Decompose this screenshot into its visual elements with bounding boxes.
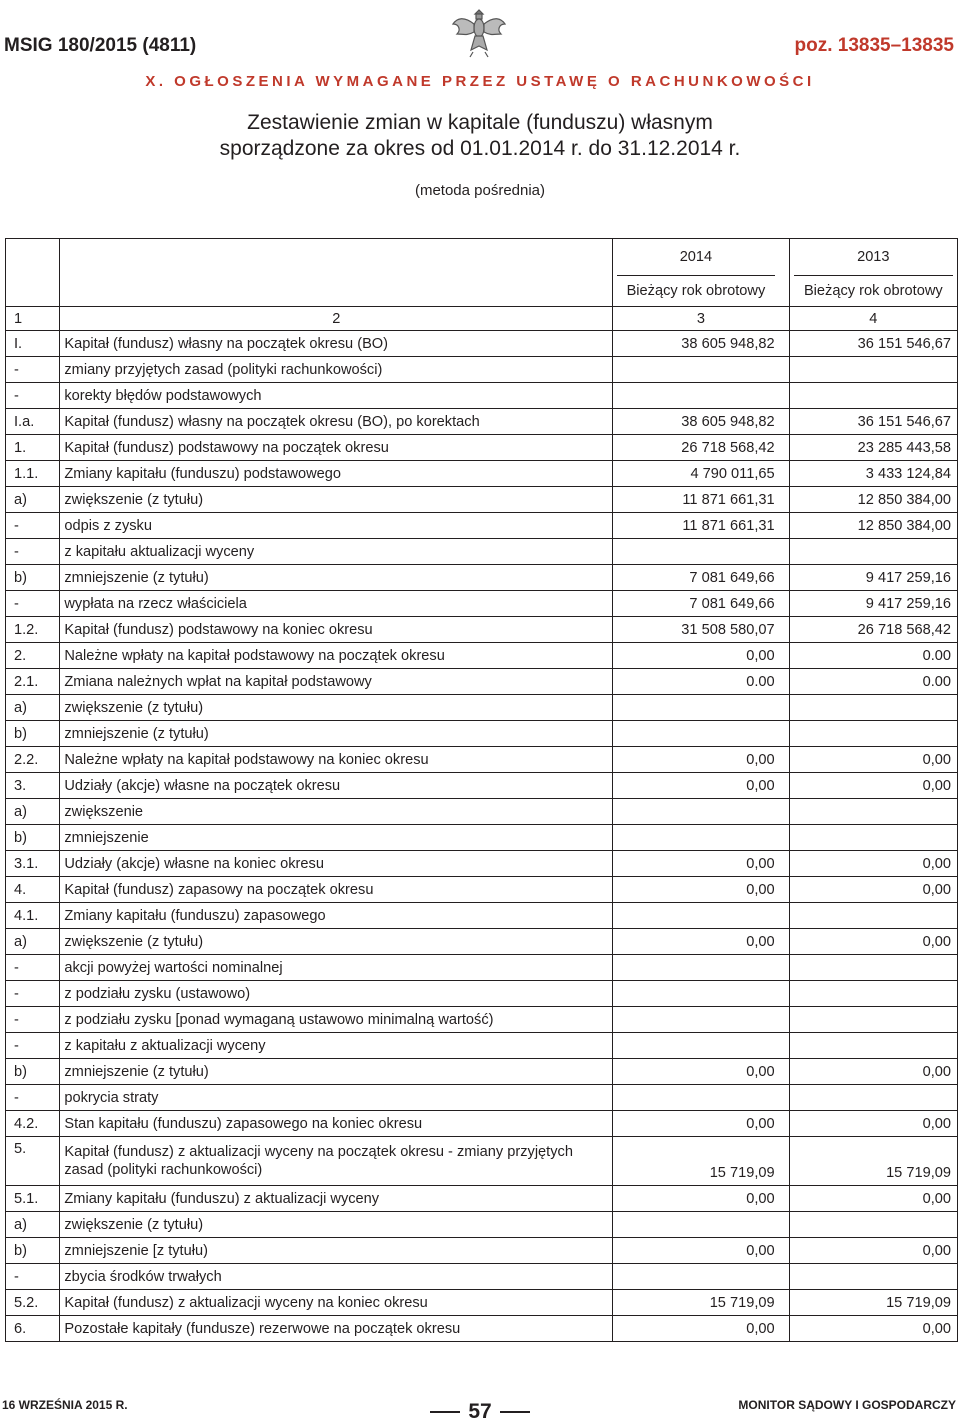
header-empty-cell <box>60 239 613 307</box>
table-row <box>6 981 958 1007</box>
column-number-row <box>6 307 958 331</box>
value-prev: 0,00 <box>789 1059 957 1085</box>
row-number: - <box>6 1007 60 1033</box>
value-prev: 0,00 <box>789 851 957 877</box>
table-row <box>6 877 958 903</box>
value-current: 38 605 948,82 <box>613 331 789 357</box>
row-label: zwiększenie (z tytułu) <box>60 695 613 721</box>
row-number: a) <box>6 1212 60 1238</box>
row-number: 2.1. <box>6 669 60 695</box>
row-label: z kapitału aktualizacji wyceny <box>60 539 613 565</box>
value-current <box>613 1264 789 1290</box>
table-row <box>6 851 958 877</box>
value-current: 38 605 948,82 <box>613 409 789 435</box>
row-number: - <box>6 1264 60 1290</box>
gazette-issue: MSIG 180/2015 (4811) <box>4 35 197 56</box>
value-prev: 15 719,09 <box>789 1137 957 1186</box>
value-prev: 9 417 259,16 <box>789 591 957 617</box>
row-number: - <box>6 1033 60 1059</box>
row-label: zmniejszenie (z tytułu) <box>60 565 613 591</box>
row-label: Zmiana należnych wpłat na kapitał podstawowy <box>60 669 613 695</box>
table-row <box>6 591 958 617</box>
value-prev: 23 285 443,58 <box>789 435 957 461</box>
row-label: zmniejszenie <box>60 825 613 851</box>
row-number: - <box>6 539 60 565</box>
row-label: zmniejszenie [z tytułu) <box>60 1238 613 1264</box>
row-number: - <box>6 383 60 409</box>
column-number: 3 <box>613 307 789 331</box>
row-number: 5.1. <box>6 1186 60 1212</box>
value-prev: 15 719,09 <box>789 1290 957 1316</box>
row-number: 5. <box>6 1137 60 1186</box>
row-label: Kapitał (fundusz) z aktualizacji wyceny na początek okresu - zmiany przyjętych zasad (polityki rachunkowości) <box>60 1137 613 1186</box>
value-prev <box>789 721 957 747</box>
table-row <box>6 565 958 591</box>
row-number: - <box>6 513 60 539</box>
table-body <box>6 239 958 1342</box>
value-current: 4 790 011,65 <box>613 461 789 487</box>
table-row <box>6 669 958 695</box>
row-label: zmniejszenie (z tytułu) <box>60 721 613 747</box>
table-row <box>6 799 958 825</box>
table-row <box>6 1316 958 1342</box>
value-current <box>613 721 789 747</box>
value-prev <box>789 539 957 565</box>
row-number: I. <box>6 331 60 357</box>
value-prev <box>789 955 957 981</box>
value-prev: 0,00 <box>789 1111 957 1137</box>
row-label: zwiększenie <box>60 799 613 825</box>
row-label: z podziału zysku [ponad wymaganą ustawowo minimalną wartość) <box>60 1007 613 1033</box>
table-row <box>6 409 958 435</box>
title-line-2: sporządzone za okres od 01.01.2014 r. do 31.12.2014 r. <box>219 137 741 160</box>
value-current <box>613 799 789 825</box>
table-row <box>6 461 958 487</box>
table-row <box>6 1007 958 1033</box>
table-row <box>6 487 958 513</box>
row-number: 6. <box>6 1316 60 1342</box>
value-current: 0,00 <box>613 877 789 903</box>
table-row <box>6 1238 958 1264</box>
value-current: 15 719,09 <box>613 1290 789 1316</box>
row-number: - <box>6 1085 60 1111</box>
value-prev: 12 850 384,00 <box>789 487 957 513</box>
value-prev <box>789 1264 957 1290</box>
value-current: 0,00 <box>613 1316 789 1342</box>
row-label: Udziały (akcje) własne na koniec okresu <box>60 851 613 877</box>
table-row <box>6 1290 958 1316</box>
row-number: a) <box>6 487 60 513</box>
value-prev <box>789 1033 957 1059</box>
row-label: z podziału zysku (ustawowo) <box>60 981 613 1007</box>
row-number: 4. <box>6 877 60 903</box>
row-number: a) <box>6 799 60 825</box>
value-current: 0,00 <box>613 1238 789 1264</box>
row-number: - <box>6 981 60 1007</box>
value-current <box>613 955 789 981</box>
value-current: 7 081 649,66 <box>613 591 789 617</box>
row-label: korekty błędów podstawowych <box>60 383 613 409</box>
table-row <box>6 747 958 773</box>
row-label: Zmiany kapitału (funduszu) z aktualizacji wyceny <box>60 1186 613 1212</box>
table-row <box>6 773 958 799</box>
row-number: 1.2. <box>6 617 60 643</box>
table-row <box>6 825 958 851</box>
row-number: 5.2. <box>6 1290 60 1316</box>
equity-changes-table <box>5 238 958 1342</box>
table-row <box>6 929 958 955</box>
value-current <box>613 383 789 409</box>
row-label: Kapitał (fundusz) podstawowy na początek okresu <box>60 435 613 461</box>
document-title <box>0 110 960 162</box>
value-prev: 0.00 <box>789 669 957 695</box>
value-prev: 0,00 <box>789 877 957 903</box>
table-row <box>6 617 958 643</box>
row-label: Kapitał (fundusz) z aktualizacji wyceny na koniec okresu <box>60 1290 613 1316</box>
value-prev: 0,00 <box>789 1238 957 1264</box>
row-label: akcji powyżej wartości nominalnej <box>60 955 613 981</box>
value-prev: 0,00 <box>789 1316 957 1342</box>
value-prev: 9 417 259,16 <box>789 565 957 591</box>
value-current: 0,00 <box>613 1186 789 1212</box>
table-row <box>6 513 958 539</box>
value-prev <box>789 1007 957 1033</box>
table-row <box>6 539 958 565</box>
footer-publisher: MONITOR SĄDOWY I GOSPODARCZY <box>738 1398 956 1412</box>
table-row <box>6 1085 958 1111</box>
page-number-text: 57 <box>468 1400 492 1423</box>
value-current <box>613 539 789 565</box>
value-prev: 0,00 <box>789 1186 957 1212</box>
row-number: I.a. <box>6 409 60 435</box>
table-row <box>6 1111 958 1137</box>
value-current <box>613 695 789 721</box>
row-label: Kapitał (fundusz) własny na początek okresu (BO), po korektach <box>60 409 613 435</box>
header-empty-cell <box>6 239 60 307</box>
row-number: 2. <box>6 643 60 669</box>
page-dash <box>500 1411 530 1413</box>
table-row <box>6 721 958 747</box>
row-label: zwiększenie (z tytułu) <box>60 487 613 513</box>
row-number: a) <box>6 695 60 721</box>
value-current: 0,00 <box>613 1111 789 1137</box>
row-label: Zmiany kapitału (funduszu) zapasowego <box>60 903 613 929</box>
table-row <box>6 695 958 721</box>
value-current: 11 871 661,31 <box>613 513 789 539</box>
row-label: odpis z zysku <box>60 513 613 539</box>
value-current: 7 081 649,66 <box>613 565 789 591</box>
value-current: 11 871 661,31 <box>613 487 789 513</box>
row-label: Należne wpłaty na kapitał podstawowy na początek okresu <box>60 643 613 669</box>
row-label: zbycia środków trwałych <box>60 1264 613 1290</box>
value-current: 0,00 <box>613 643 789 669</box>
row-number: b) <box>6 1238 60 1264</box>
value-prev: 0,00 <box>789 773 957 799</box>
row-label: wypłata na rzecz właściciela <box>60 591 613 617</box>
value-current <box>613 903 789 929</box>
table-row <box>6 383 958 409</box>
value-current <box>613 825 789 851</box>
row-label: zwiększenie (z tytułu) <box>60 929 613 955</box>
table-row <box>6 1186 958 1212</box>
value-current: 0,00 <box>613 851 789 877</box>
row-label: z kapitału z aktualizacji wyceny <box>60 1033 613 1059</box>
value-prev <box>789 383 957 409</box>
row-number: b) <box>6 1059 60 1085</box>
row-number: 2.2. <box>6 747 60 773</box>
row-label: Udziały (akcje) własne na początek okresu <box>60 773 613 799</box>
row-label: Kapitał (fundusz) podstawowy na koniec okresu <box>60 617 613 643</box>
section-title: X. OGŁOSZENIA WYMAGANE PRZEZ USTAWĘ O RACHUNKOWOŚCI <box>145 73 815 90</box>
value-prev: 26 718 568,42 <box>789 617 957 643</box>
value-current: 0.00 <box>613 669 789 695</box>
value-current: 0,00 <box>613 747 789 773</box>
row-number: 3. <box>6 773 60 799</box>
year-prev: 2013 <box>857 249 890 265</box>
value-current: 0,00 <box>613 773 789 799</box>
value-prev <box>789 825 957 851</box>
row-label: Zmiany kapitału (funduszu) podstawowego <box>60 461 613 487</box>
table-row <box>6 643 958 669</box>
value-prev: 0,00 <box>789 929 957 955</box>
value-current: 26 718 568,42 <box>613 435 789 461</box>
value-current <box>613 1212 789 1238</box>
row-label: zmniejszenie (z tytułu) <box>60 1059 613 1085</box>
value-prev <box>789 903 957 929</box>
row-label: zwiększenie (z tytułu) <box>60 1212 613 1238</box>
header-current-year <box>613 239 789 307</box>
row-label: pokrycia straty <box>60 1085 613 1111</box>
row-number: b) <box>6 825 60 851</box>
footer-date: 16 WRZEŚNIA 2015 R. <box>2 1398 128 1412</box>
value-prev: 36 151 546,67 <box>789 409 957 435</box>
value-current <box>613 1007 789 1033</box>
value-prev <box>789 799 957 825</box>
page-dash <box>430 1411 460 1413</box>
value-current <box>613 357 789 383</box>
value-current <box>613 1085 789 1111</box>
header-prev-year <box>789 239 957 307</box>
row-number: b) <box>6 565 60 591</box>
row-number: - <box>6 591 60 617</box>
table-row <box>6 1033 958 1059</box>
row-number: - <box>6 357 60 383</box>
value-prev: 12 850 384,00 <box>789 513 957 539</box>
table-row <box>6 435 958 461</box>
document-subtitle: (metoda pośrednia) <box>414 182 546 199</box>
value-current: 0,00 <box>613 929 789 955</box>
table-row <box>6 955 958 981</box>
value-prev <box>789 1085 957 1111</box>
value-current <box>613 981 789 1007</box>
table-header-row <box>6 239 958 307</box>
row-label: Pozostałe kapitały (fundusze) rezerwowe na początek okresu <box>60 1316 613 1342</box>
table-row <box>6 357 958 383</box>
value-prev <box>789 695 957 721</box>
value-prev <box>789 1212 957 1238</box>
row-number: 4.2. <box>6 1111 60 1137</box>
row-label: zmiany przyjętych zasad (polityki rachunkowości) <box>60 357 613 383</box>
position-number: poz. 13835–13835 <box>794 35 954 56</box>
table-row <box>6 1059 958 1085</box>
label-current: Bieżący rok obrotowy <box>617 275 774 306</box>
title-line-1: Zestawienie zmian w kapitale (funduszu) własnym <box>247 111 713 134</box>
column-number: 4 <box>789 307 957 331</box>
table-row <box>6 1264 958 1290</box>
value-current <box>613 1033 789 1059</box>
value-prev <box>789 357 957 383</box>
row-number: a) <box>6 929 60 955</box>
row-number: 3.1. <box>6 851 60 877</box>
polish-eagle-emblem-icon <box>449 2 509 62</box>
value-current: 0,00 <box>613 1059 789 1085</box>
value-current: 15 719,09 <box>613 1137 789 1186</box>
row-number: b) <box>6 721 60 747</box>
row-number: - <box>6 955 60 981</box>
table-row <box>6 331 958 357</box>
table-row <box>6 1212 958 1238</box>
column-number: 2 <box>60 307 613 331</box>
value-prev: 0.00 <box>789 643 957 669</box>
value-current: 31 508 580,07 <box>613 617 789 643</box>
label-prev: Bieżący rok obrotowy <box>794 275 953 306</box>
value-prev: 36 151 546,67 <box>789 331 957 357</box>
row-label: Kapitał (fundusz) zapasowy na początek okresu <box>60 877 613 903</box>
row-label: Należne wpłaty na kapitał podstawowy na koniec okresu <box>60 747 613 773</box>
value-prev: 3 433 124,84 <box>789 461 957 487</box>
column-number: 1 <box>6 307 60 331</box>
row-number: 1.1. <box>6 461 60 487</box>
row-number: 1. <box>6 435 60 461</box>
value-prev: 0,00 <box>789 747 957 773</box>
row-label: Stan kapitału (funduszu) zapasowego na koniec okresu <box>60 1111 613 1137</box>
row-label: Kapitał (fundusz) własny na początek okresu (BO) <box>60 331 613 357</box>
year-current: 2014 <box>679 249 713 265</box>
table-row <box>6 1137 958 1186</box>
table-row <box>6 903 958 929</box>
value-prev <box>789 981 957 1007</box>
row-number: 4.1. <box>6 903 60 929</box>
